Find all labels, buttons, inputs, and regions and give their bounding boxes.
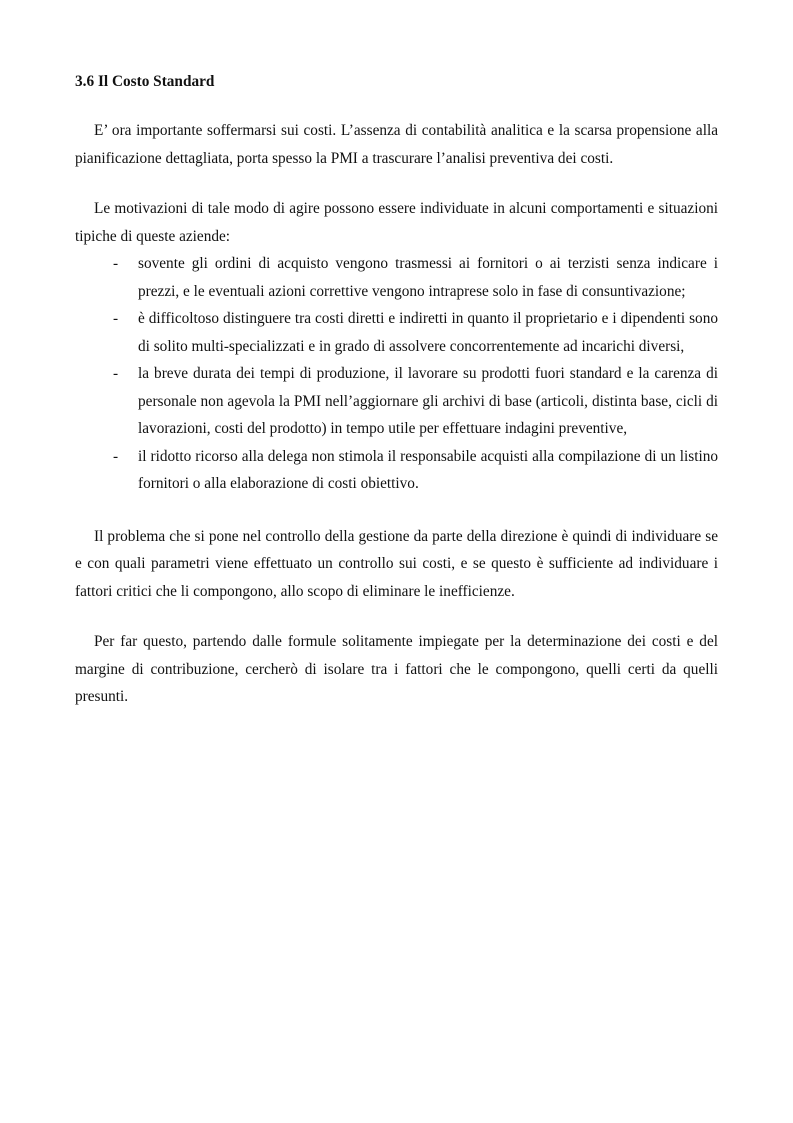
list-item	[75, 360, 718, 443]
paragraph-intro: E’ ora importante soffermarsi sui costi. L’assenza di contabilità analitica e la scarsa propensione alla pianificazione dettagliata, porta spesso la PMI a trascurare l’analisi preventiva dei costi.	[75, 122, 718, 167]
list-item-text: è difficoltoso distinguere tra costi diretti e indiretti in quanto il proprietario e i dipendenti sono di solito multi-specializzati e in grado di assolvere concorrentemente ad incarichi diversi,	[138, 310, 718, 355]
list-item-text: la breve durata dei tempi di produzione, il lavorare su prodotti fuori standard e la carenza di personale non agevola la PMI nell’aggiornare gli archivi di base (articoli, distinta base, cicli di lavorazioni, costi del prodotto) in tempo utile per effettuare indagini preventive,	[138, 365, 718, 437]
bullet-list	[75, 250, 718, 498]
paragraph-approach: Per far questo, partendo dalle formule solitamente impiegate per la determinazione dei costi e del margine di contribuzione, cercherò di isolare tra i fattori che le compongono, quelli certi da quelli presunti.	[75, 633, 718, 705]
list-item	[75, 305, 718, 360]
section-heading: 3.6 Il Costo Standard	[75, 73, 215, 90]
paragraph-problem: Il problema che si pone nel controllo della gestione da parte della direzione è quindi di individuare se e con quali parametri viene effettuato un controllo sui costi, e se questo è sufficiente ad individuare i fattori critici che li compongono, allo scopo di eliminare le inefficienze.	[75, 527, 718, 600]
list-item	[75, 250, 718, 305]
list-item-text: il ridotto ricorso alla delega non stimola il responsabile acquisti alla compilazione di un listino fornitori o alla elaborazione di costi obiettivo.	[138, 447, 718, 492]
bullet-dash: -	[113, 447, 119, 465]
list-item-text: sovente gli ordini di acquisto vengono trasmessi ai fornitori o ai terzisti senza indicare i prezzi, e le eventuali azioni correttive vengono intraprese solo in fase di consuntivazione;	[138, 255, 718, 300]
bullet-dash: -	[113, 365, 119, 382]
paragraph-motivations: Le motivazioni di tale modo di agire possono essere individuate in alcuni comportamenti e situazioni tipiche di queste aziende:	[75, 200, 718, 245]
list-item	[75, 443, 718, 498]
bullet-dash: -	[113, 255, 119, 272]
page-content	[75, 72, 718, 734]
bullet-dash: -	[113, 310, 119, 327]
